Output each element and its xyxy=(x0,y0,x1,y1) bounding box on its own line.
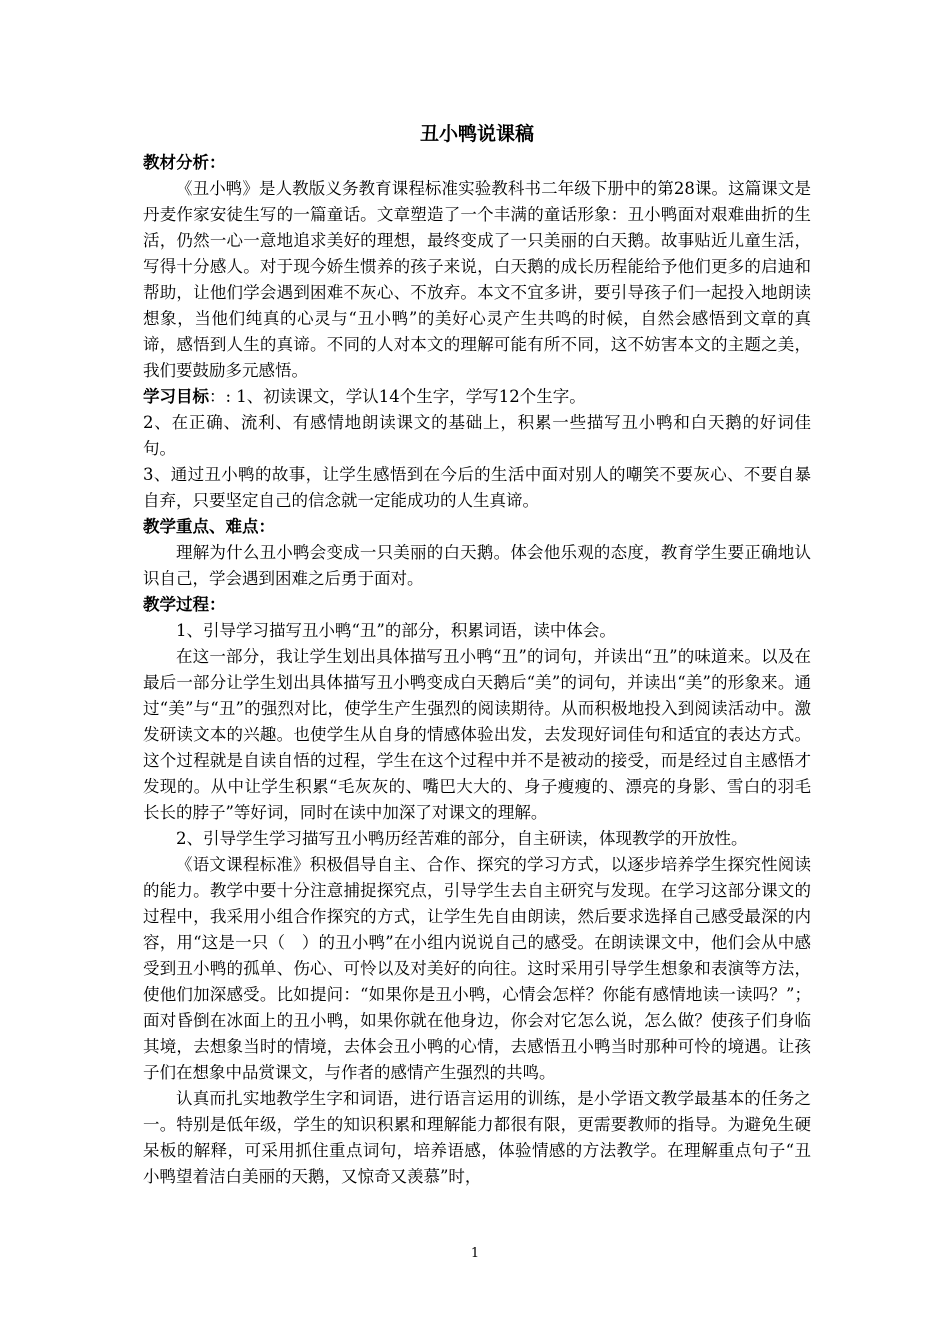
process-heading: 教学过程： xyxy=(143,595,226,614)
analysis-paragraph: 《丑小鸭》是人教版义务教育课程标准实验教科书二年级下册中的第28课。这篇课文是丹麦作家安徒生写的一篇童话。文章塑造了一个丰满的童话形象：丑小鸭面对艰难曲折的生活，仍然一心一意地追求美好的理想，最终变成了一只美丽的白天鹅。故事贴近儿童生活，写得十分感人。对于现今娇生惯养的孩子来说，白天鹅的成长历程能给予他们更多的启迪和帮助，让他们学会遇到困难不灰心、不放弃。本文不宜多讲，要引导孩子们一起投入地朗读想象，当他们纯真的心灵与“丑小鸭”的美好心灵产生共鸣的时候，自然会感悟到文章的真谛，感悟到人生的真谛。不同的人对本文的理解可能有所不同，这不妨害本文的主题之美，我们要鼓励多元感悟。 xyxy=(143,179,811,380)
process-paragraph-2: 在这一部分，我让学生划出具体描写丑小鸭“丑”的词句，并读出“丑”的味道来。以及在最后一部分让学生划出具体描写丑小鸭变成白天鹅后“美”的词句，并读出“美”的形象来。通过“美”与“丑”的强烈对比，使学生产生强烈的阅读期待。从而积极地投入到阅读活动中。激发研读文本的兴趣。也使学生从自身的情感体验出发，去发现好词佳句和适宜的表达方式。这个过程就是自读自悟的过程，学生在这个过程中并不是被动的接受，而是经过自主感悟才发现的。从中让学生积累“毛灰灰的、嘴巴大大的、身子瘦瘦的、漂亮的身影、雪白的羽毛长长的脖子”等好词，同时在读中加深了对课文的理解。 xyxy=(143,647,811,822)
goals-item-1: ：: 1、初读课文，学认14个生字，学写12个生字。 xyxy=(209,387,586,406)
focus-heading: 教学重点、难点： xyxy=(143,517,275,536)
process-paragraph-1: 1、引导学习描写丑小鸭“丑”的部分，积累词语，读中体会。 xyxy=(176,621,616,640)
focus-paragraph: 理解为什么丑小鸭会变成一只美丽的白天鹅。体会他乐观的态度，教育学生要正确地认识自己，学会遇到困难之后勇于面对。 xyxy=(143,543,811,588)
page-title: 丑小鸭说课稿 xyxy=(419,123,534,145)
process-paragraph-3: 2、引导学生学习描写丑小鸭历经苦难的部分，自主研读，体现教学的开放性。 xyxy=(176,829,748,848)
goals-item-2: 2、在正确、流利、有感情地朗读课文的基础上，积累一些描写丑小鸭和白天鹅的好词佳句。 xyxy=(143,413,811,458)
goals-heading: 学习目标 xyxy=(143,387,209,406)
document-body xyxy=(143,120,811,1190)
analysis-heading: 教材分析： xyxy=(143,153,226,172)
process-paragraph-4: 《语文课程标准》积极倡导自主、合作、探究的学习方式，以逐步培养学生探究性阅读的能力。教学中要十分注意捕捉探究点，引导学生去自主研究与发现。在学习这部分课文的过程中，我采用小组合作探究的方式，让学生先自由朗读，然后要求选择自己感受最深的内容，用“这是一只（ ）的丑小鸭”在小组内说说自己的感受。在朗读课文中，他们会从中感受到丑小鸭的孤单、伤心、可怜以及对美好的向往。这时采用引导学生想象和表演等方法，使他们加深感受。比如提问：“如果你是丑小鸭，心情会怎样？你能有感情地读一读吗？”；面对昏倒在冰面上的丑小鸭，如果你就在他身边，你会对它怎么说，怎么做？使孩子们身临其境，去想象当时的情境，去体会丑小鸭的心情，去感悟丑小鸭当时那种可怜的境遇。让孩子们在想象中品赏课文，与作者的感情产生强烈的共鸣。 xyxy=(143,855,811,1082)
goals-line-1 xyxy=(143,384,811,410)
page-number: 1 xyxy=(470,1246,480,1261)
process-paragraph-5: 认真而扎实地教学生字和词语，进行语言运用的训练，是小学语文教学最基本的任务之一。特别是低年级，学生的知识积累和理解能力都很有限，更需要教师的指导。为避免生硬呆板的解释，可采用抓住重点词句，培养语感，体验情感的方法教学。在理解重点句子“丑小鸭望着洁白美丽的天鹅，又惊奇又羡慕”时， xyxy=(143,1089,811,1186)
goals-item-3: 3、通过丑小鸭的故事，让学生感悟到在今后的生活中面对别人的嘲笑不要灰心、不要自暴自弃，只要坚定自己的信念就一定能成功的人生真谛。 xyxy=(143,465,811,510)
